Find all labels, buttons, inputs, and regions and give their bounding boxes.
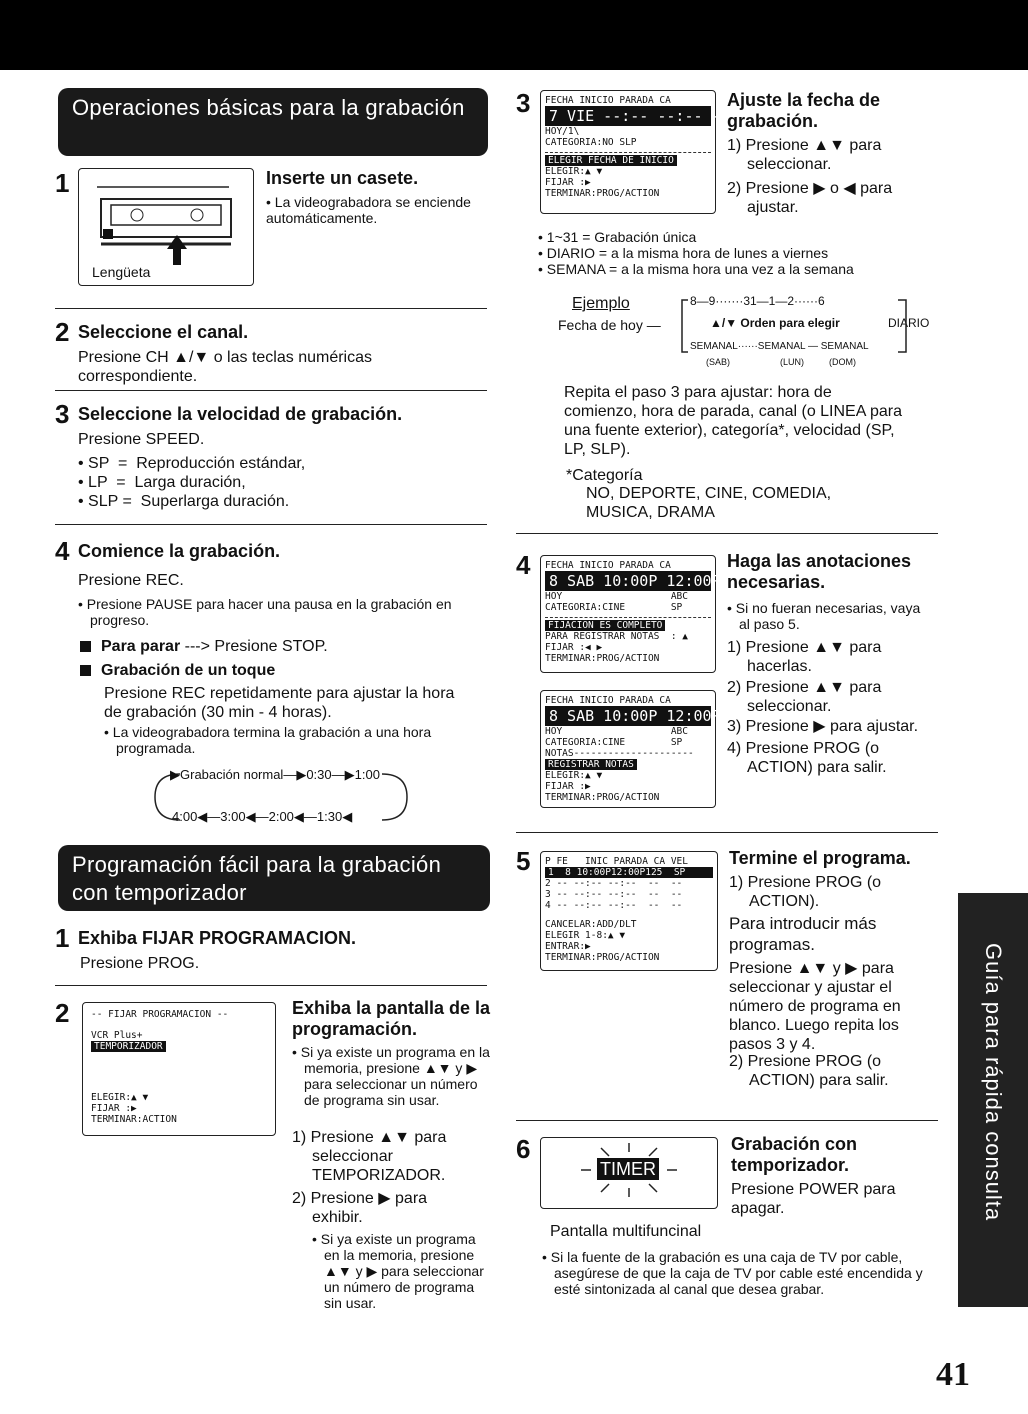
repeat-text: Repita el paso 3 para ajustar: hora de comienzo, hora de parada, canal (o LINEA para una fuente exterior), categoría*, velocidad (SP, LP, SLP).: [564, 384, 902, 458]
speed-item: • SP = Reproducción estándar,: [78, 455, 306, 472]
step-note: • Si ya existe un programa en la memoria, presione ▲▼ y ▶ para seleccionar un número de programa sin usar.: [292, 1044, 490, 1108]
screen-line: TERMINAR:ACTION: [91, 1114, 177, 1125]
step-instruction: 1) Presione PROG (o ACTION).: [729, 874, 882, 910]
divider: [55, 390, 487, 391]
screen-highlight: ELEGIR FECHA DE INICIO: [545, 155, 677, 166]
step-number: 5: [516, 846, 531, 876]
step-title: Grabación con temporizador.: [731, 1134, 858, 1175]
screen-line: PARA REGISTRAR NOTAS : ▲: [545, 631, 688, 642]
screen-row: 3 -- --:-- --:-- -- --: [545, 889, 683, 900]
step-instruction: 4) Presione PROG (o ACTION) para salir.: [727, 740, 887, 776]
step-title: Exhiba la pantalla de la programación.: [292, 998, 491, 1039]
legend-item: • 1~31 = Grabación única: [538, 229, 697, 245]
step-title: Seleccione el canal.: [78, 322, 249, 342]
step-number: 3: [516, 88, 531, 118]
screen-big-row: 8 SAB 10:00P 12:00P 125: [545, 571, 711, 591]
step-number: 2: [55, 998, 70, 1028]
step-number: 2: [55, 317, 70, 347]
step-number: 4: [516, 550, 531, 580]
example-label: Ejemplo: [572, 295, 630, 312]
step-title: Seleccione la velocidad de grabación.: [78, 404, 403, 424]
step-note: • Presione PAUSE para hacer una pausa en la grabación en progreso.: [78, 596, 452, 628]
step-instruction: 2) Presione ▶ para exhibir.: [292, 1190, 428, 1226]
step-number: 1: [55, 168, 70, 198]
stop-bold: Para parar: [101, 638, 181, 655]
step-note: • Si no fueran necesarias, vaya al paso 5.: [727, 600, 921, 632]
example-middle: ▲/▼ Orden para elegir: [710, 316, 840, 330]
step-body: • La videograbadora se enciende automáticamente.: [266, 194, 471, 226]
step-title: Inserte un casete.: [266, 168, 419, 188]
screen-line: ELEGIR:▲ ▼: [545, 770, 603, 781]
step-body: Presione SPEED.: [78, 431, 205, 448]
step-number: 4: [55, 536, 70, 566]
divider: [516, 533, 938, 534]
onetouch-note: • La videograbadora termina la grabación a una hora programada.: [104, 724, 432, 756]
step-number: 1: [55, 923, 70, 953]
legend-item: • DIARIO = a la misma hora de lunes a viernes: [538, 245, 829, 261]
top-black-bar: [0, 0, 1028, 70]
screen-highlight: TEMPORIZADOR: [91, 1041, 166, 1052]
notes-screen-a: [540, 555, 757, 673]
step-number: 6: [516, 1134, 531, 1164]
step-instruction: 1) Presione ▲▼ para seleccionar.: [727, 137, 882, 173]
screen-head: FECHA INICIO PARADA CA: [545, 95, 671, 106]
screen-highlight: REGISTRAR NOTAS: [545, 759, 637, 770]
legend-item: • SEMANA = a la misma hora una vez a la semana: [538, 261, 854, 277]
screen-big-row: 7 VIE --:-- --:-- --: [545, 106, 711, 126]
screen-line: HOY ABC: [545, 726, 688, 737]
step-instruction: 3) Presione ▶ para ajustar.: [727, 718, 919, 735]
step-title: Comience la grabación.: [78, 541, 281, 561]
screen-line: HOY ABC: [545, 591, 688, 602]
more-programs-body: Presione ▲▼ y ▶ para seleccionar y ajustar el número de programa en blanco. Luego repita los pasos 3 y 4.: [729, 960, 901, 1053]
stop-line: [80, 637, 328, 656]
example-bracket-icon: [674, 290, 914, 362]
screen-line: CATEGORIA:CINE SP: [545, 602, 683, 613]
step-title: Ajuste la fecha de grabación.: [727, 90, 881, 131]
screen-title: -- FIJAR PROGRAMACION --: [91, 1009, 229, 1020]
speed-item: • SLP = Superlarga duración.: [78, 493, 290, 510]
screen-line: ELEGIR:▲ ▼: [545, 166, 603, 177]
onetouch-body: Presione REC repetidamente para ajustar la hora de grabación (30 min - 4 horas).: [104, 685, 455, 721]
display-label: Pantalla multifuncinal: [550, 1223, 702, 1240]
step-body: Presione POWER para apagar.: [731, 1181, 896, 1217]
category-label: *Categoría: [566, 467, 643, 484]
divider: [55, 308, 487, 309]
step-instruction: 1) Presione ▲▼ para seleccionar TEMPORIZADOR.: [292, 1129, 447, 1184]
step-number: 3: [55, 399, 70, 429]
example-sub: (SAB) (LUN) (DOM): [706, 357, 857, 367]
screen-line: FIJAR :▶: [91, 1103, 137, 1114]
step-instruction: 1) Presione ▲▼ para hacerlas.: [727, 639, 882, 675]
side-tab-label: Guía para rápida consulta: [981, 943, 1006, 1222]
onetouch-title: Grabación de un toque: [80, 661, 275, 680]
example-bottom: SEMANAL······SEMANAL — SEMANAL: [690, 341, 869, 352]
date-screen: [540, 90, 730, 214]
screen-line: ELEGIR 1-8:▲ ▼: [545, 930, 626, 941]
example-top: 8—9·······31—1—2······6: [690, 294, 825, 308]
tab-label: Lengüeta: [92, 264, 151, 280]
screen-line: TERMINAR:PROG/ACTION: [545, 188, 660, 199]
screen-line: ENTRAR:▶: [545, 941, 591, 952]
screen-line: NOTAS---------------------: [545, 748, 694, 759]
screen-line: FIJAR :▶: [545, 177, 591, 188]
cycle-top: ▶Grabación normal—▶0:30—▶1:00: [170, 767, 380, 782]
category-list: NO, DEPORTE, CINE, COMEDIA, MUSICA, DRAMA: [586, 485, 832, 521]
screen-line: CATEGORIA:CINE SP: [545, 737, 683, 748]
screen-line: HOY/1\: [545, 126, 580, 137]
screen-row: 4 -- --:-- --:-- -- --: [545, 900, 683, 911]
timer-word: TIMER: [597, 1158, 659, 1180]
screen-row: 2 -- --:-- --:-- -- --: [545, 878, 683, 889]
step-title: Termine el programa.: [729, 848, 911, 868]
divider: [55, 524, 487, 525]
step-body: Presione REC.: [78, 572, 184, 589]
screen-line: TERMINAR:PROG/ACTION: [545, 792, 660, 803]
screen-line: TERMINAR:PROG/ACTION: [545, 653, 660, 664]
screen-head: FECHA INICIO PARADA CA: [545, 560, 671, 571]
screen-line: FIJAR :▶: [545, 781, 591, 792]
multifunction-display: [540, 1137, 718, 1209]
step-body: Presione CH ▲/▼ o las teclas numéricas correspondiente.: [78, 349, 372, 385]
screen-big-row: 8 SAB 10:00P 12:00P 125: [545, 706, 711, 726]
step-note: • Si la fuente de la grabación es una caja de TV por cable, asegúrese de que la caja de TV por cable esté encendida y esté sintonizada al canal que desea grabar.: [542, 1249, 923, 1297]
screen-head: P FE INIC PARADA CA VEL: [545, 856, 688, 867]
divider: [516, 1120, 938, 1121]
screen-line: FIJAR :◀ ▶: [545, 642, 603, 653]
screen-line: VCR Plus+: [91, 1030, 143, 1041]
screen-line: TERMINAR:PROG/ACTION: [545, 952, 660, 963]
screen-highlight-row: 1 8 10:00P12:00P125 SP: [545, 867, 713, 878]
step-instruction: 2) Presione PROG (o ACTION) para salir.: [729, 1053, 889, 1089]
example-diario: DIARIO: [888, 316, 930, 330]
screen-head: FECHA INICIO PARADA CA: [545, 695, 671, 706]
step-title: Haga las anotaciones necesarias.: [727, 551, 912, 592]
section-banner-basic: Operaciones básicas para la grabación: [58, 88, 488, 156]
more-programs: Para introducir más programas.: [729, 914, 877, 954]
divider: [516, 832, 938, 833]
speed-item: • LP = Larga duración,: [78, 474, 246, 491]
step-instruction: 2) Presione ▶ o ◀ para ajustar.: [727, 180, 893, 216]
side-tab: [958, 893, 1028, 1307]
screen-highlight: FIJACION ES COMPLETO: [545, 620, 665, 631]
divider: [55, 985, 487, 986]
program-screen: [82, 1002, 276, 1136]
screen-line: CATEGORIA:NO SLP: [545, 137, 637, 148]
example-today: Fecha de hoy —: [558, 317, 661, 333]
cycle-bottom: 4:00◀—3:00◀—2:00◀—1:30◀: [172, 809, 353, 824]
step-body: Presione PROG.: [80, 955, 200, 972]
page-number: 41: [936, 1356, 970, 1393]
screen-line: CANCELAR:ADD/DLT: [545, 919, 637, 930]
program-list-screen: [540, 851, 718, 971]
section-banner-timer: Programación fácil para la grabación con temporizador: [58, 845, 490, 911]
notes-screen-b: [540, 690, 757, 808]
step-note: • Si ya existe un programa en la memoria, presione ▲▼ y ▶ para seleccionar un número de programa sin usar.: [312, 1231, 484, 1311]
step-title: Exhiba FIJAR PROGRAMACION.: [78, 928, 357, 948]
stop-rest: ---> Presione STOP.: [180, 638, 328, 655]
screen-line: ELEGIR:▲ ▼: [91, 1092, 149, 1103]
step-instruction: 2) Presione ▲▼ para seleccionar.: [727, 679, 882, 715]
